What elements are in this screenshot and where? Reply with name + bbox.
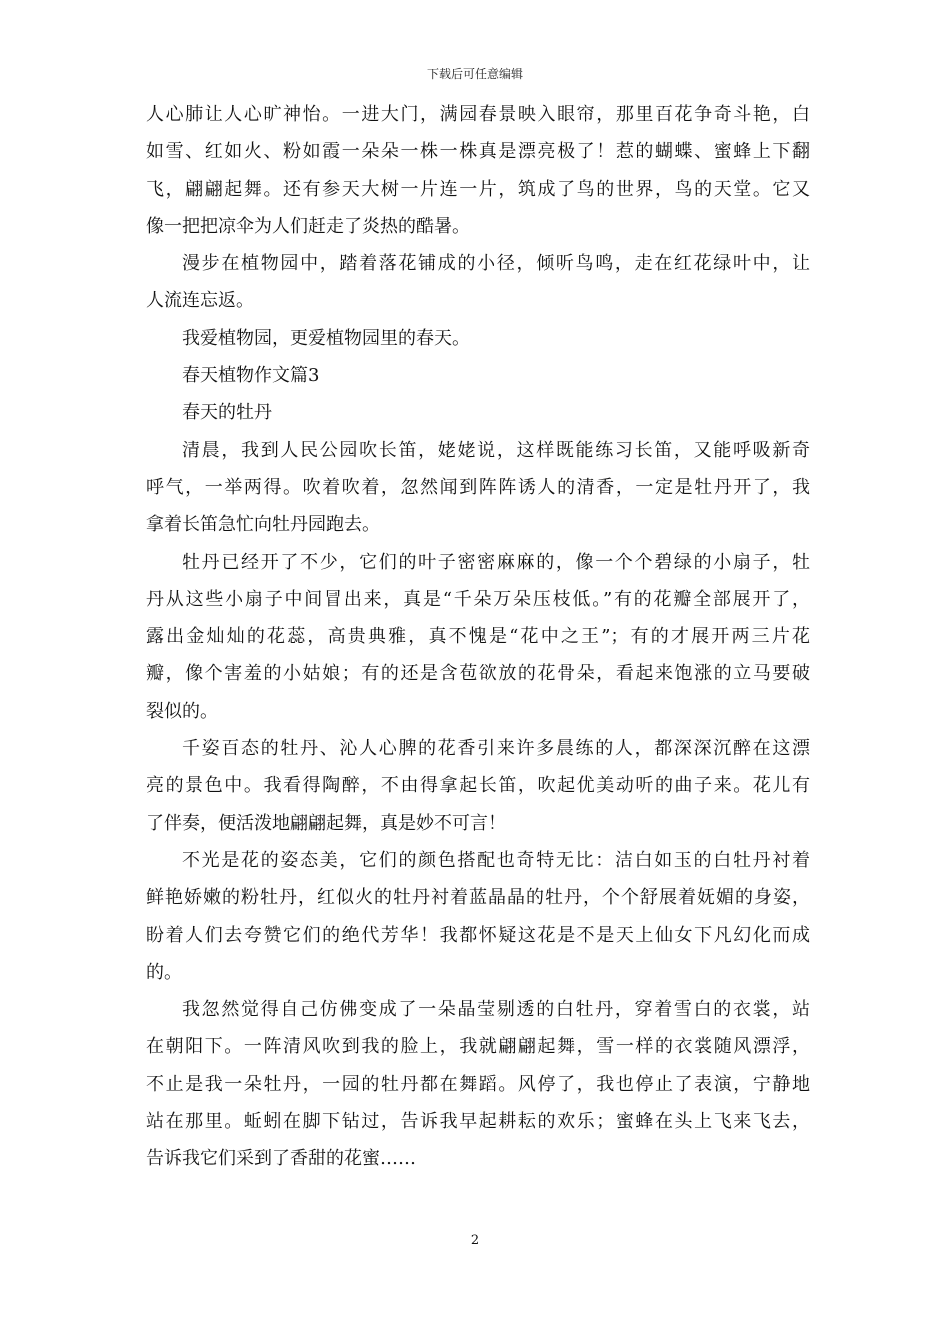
essay-title: 春天的牡丹 [182, 402, 272, 424]
text-line: 站在那里。蚯蚓在脚下钻过，告诉我早起耕耘的欢乐；蜜蜂在头上飞来飞去， [146, 1111, 810, 1133]
page-header-note: 下载后可任意编辑 [426, 67, 523, 81]
text-line: 人流连忘返。 [146, 290, 254, 312]
text-line: 了伴奏，便活泼地翩翩起舞，真是妙不可言！ [146, 812, 506, 834]
paragraph-first-line: 千姿百态的牡丹、沁人心脾的花香引来许多晨练的人，都深深沉醉在这漂 [182, 738, 810, 760]
paragraph-first-line: 不光是花的姿态美，它们的颜色搭配也奇特无比：洁白如玉的白牡丹衬着 [182, 849, 810, 871]
text-line: 盼着人们去夸赞它们的绝代芳华！我都怀疑这花是不是天上仙女下凡幻化而成 [146, 924, 810, 946]
text-line: 如雪、红如火、粉如霞一朵朵一株一株真是漂亮极了！惹的蝴蝶、蜜蜂上下翻 [146, 141, 810, 163]
paragraph-first-line: 清晨，我到人民公园吹长笛，姥姥说，这样既能练习长笛，又能呼吸新奇 [182, 439, 810, 461]
section-title: 春天植物作文篇3 [182, 365, 320, 387]
text-line: 呼气，一举两得。吹着吹着，忽然闻到阵阵诱人的清香，一定是牡丹开了，我 [146, 476, 810, 498]
text-line: 裂似的。 [146, 700, 218, 722]
text-line: 在朝阳下。一阵清风吹到我的脸上，我就翩翩起舞，雪一样的衣裳随风漂浮， [146, 1036, 810, 1058]
paragraph-first-line: 牡丹已经开了不少，它们的叶子密密麻麻的，像一个个碧绿的小扇子，牡 [182, 551, 810, 573]
paragraph-first-line: 我忽然觉得自己仿佛变成了一朵晶莹剔透的白牡丹，穿着雪白的衣裳，站 [182, 999, 810, 1021]
paragraph-first-line: 漫步在植物园中，踏着落花铺成的小径，倾听鸟鸣，走在红花绿叶中，让 [182, 253, 810, 275]
text-line: 像一把把凉伞为人们赶走了炎热的酷暑。 [146, 215, 470, 237]
text-line: 亮的景色中。我看得陶醉，不由得拿起长笛，吹起优美动听的曲子来。花儿有 [146, 775, 810, 797]
text-line: 的。 [146, 961, 182, 983]
text-line: 不止是我一朵牡丹，一园的牡丹都在舞蹈。风停了，我也停止了表演，宁静地 [146, 1073, 810, 1095]
text-line: 露出金灿灿的花蕊，高贵典雅，真不愧是“花中之王”；有的才展开两三片花 [146, 626, 810, 648]
text-line: 飞，翩翩起舞。还有参天大树一片连一片，筑成了鸟的世界，鸟的天堂。它又 [146, 178, 810, 200]
text-line: 拿着长笛急忙向牡丹园跑去。 [146, 514, 380, 536]
text-line: 告诉我它们采到了香甜的花蜜…… [146, 1148, 416, 1170]
document-body [146, 96, 810, 1178]
text-line: 瓣，像个害羞的小姑娘；有的还是含苞欲放的花骨朵，看起来饱涨的立马要破 [146, 663, 810, 685]
paragraph-first-line: 我爱植物园，更爱植物园里的春天。 [182, 327, 470, 349]
text-line: 丹从这些小扇子中间冒出来，真是“千朵万朵压枝低。”有的花瓣全部展开了， [146, 588, 810, 610]
text-line: 人心肺让人心旷神怡。一进大门，满园春景映入眼帘，那里百花争奇斗艳，白 [146, 104, 810, 125]
page-number: 2 [470, 1233, 480, 1248]
text-line: 鲜艳娇嫩的粉牡丹，红似火的牡丹衬着蓝晶晶的牡丹，个个舒展着妩媚的身姿， [146, 887, 810, 909]
